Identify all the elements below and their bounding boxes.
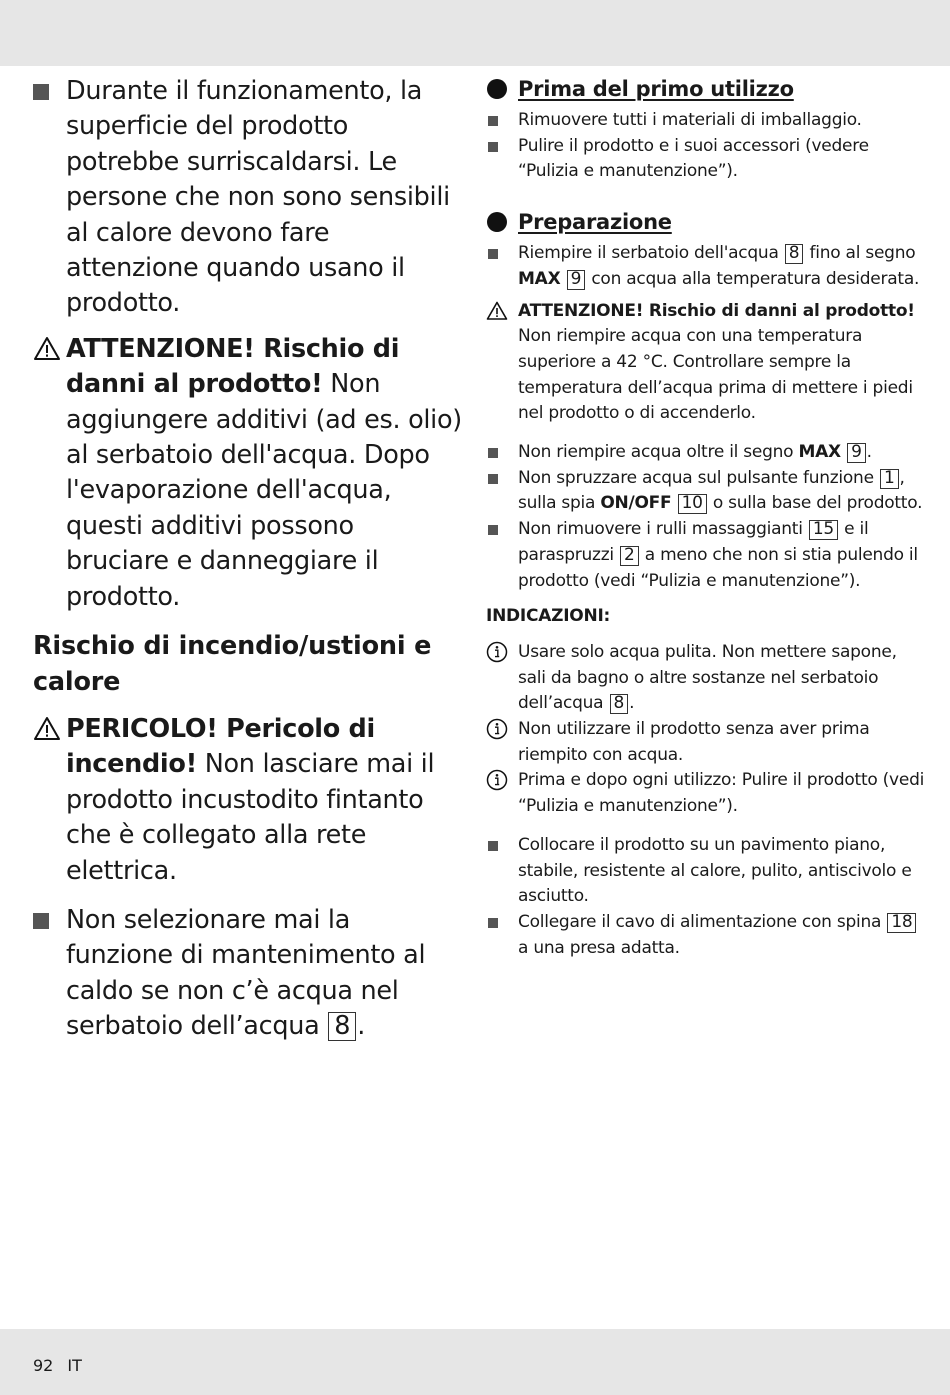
warning-triangle-icon xyxy=(486,301,508,321)
warning-title: PERICOLO! Pericolo di incendio! xyxy=(66,713,375,780)
section-preparation xyxy=(486,207,926,237)
section-dot-icon xyxy=(487,212,507,232)
section-dot-icon xyxy=(487,79,507,99)
bullet-text: Non selezionare mai la funzione di mantenimento al caldo se non c’è acqua nel serbatoio dell’acqua xyxy=(66,904,426,1042)
page-footer xyxy=(33,1356,96,1375)
section-title: Prima del primo utilizzo xyxy=(518,77,794,101)
bullet-keep-warm: Non selezionare mai la funzione di mantenimento al caldo se non c’è acqua nel serbatoio dell’acqua 8 . xyxy=(33,903,463,1045)
warning-triangle-icon xyxy=(33,716,61,742)
square-bullet-icon xyxy=(488,142,498,152)
ref-box: 15 xyxy=(809,520,838,540)
square-bullet-icon xyxy=(33,913,49,929)
ref-box: 18 xyxy=(887,913,916,933)
section-heading-fire: Rischio di incendio/ustioni e calore xyxy=(33,631,432,697)
header-bar xyxy=(0,0,950,66)
warning-title: ATTENZIONE! Rischio di danni al prodotto! xyxy=(66,333,400,400)
ref-box-8: 8 xyxy=(328,1012,356,1041)
list-item: Non rimuovere i rulli massaggianti 15 e il paraspruzzi 2 a meno che non si stia pulendo il prodotto (vedi “Pulizia e manutenzione”). xyxy=(486,517,926,594)
language-code: IT xyxy=(67,1356,82,1375)
ref-box: 9 xyxy=(847,443,866,463)
footer-bar xyxy=(0,1329,950,1395)
warning-text: Non aggiungere additivi (ad es. olio) al serbatoio dell'acqua. Dopo l'evaporazione dell'acqua, questi additivi possono bruciare e danneggiare il prodotto. xyxy=(66,369,462,612)
square-bullet-icon xyxy=(33,84,49,100)
ref-box: 8 xyxy=(610,694,629,714)
ref-box: 9 xyxy=(567,270,586,290)
square-bullet-icon xyxy=(488,116,498,126)
square-bullet-icon xyxy=(488,841,498,851)
ref-box: 2 xyxy=(620,546,639,566)
warning-temperature xyxy=(486,299,926,428)
right-column xyxy=(486,74,926,961)
warning-triangle-icon xyxy=(33,336,61,362)
info-icon xyxy=(486,769,508,791)
note-item: Prima e dopo ogni utilizzo: Pulire il prodotto (vedi “Pulizia e manutenzione”). xyxy=(486,768,926,819)
list-item: Rimuovere tutti i materiali di imballaggio. xyxy=(486,108,926,134)
square-bullet-icon xyxy=(488,474,498,484)
list-item: Pulire il prodotto e i suoi accessori (vedere “Pulizia e manutenzione”). xyxy=(486,134,926,185)
square-bullet-icon xyxy=(488,249,498,259)
ref-box: 1 xyxy=(880,469,899,489)
page-number: 92 xyxy=(33,1356,54,1375)
ref-box: 10 xyxy=(678,494,707,514)
note-item: Usare solo acqua pulita. Non mettere sapone, sali da bagno o altre sostanze nel serbatoio dell’acqua 8 . xyxy=(486,640,926,717)
ref-box: 8 xyxy=(785,244,804,264)
bullet-text: Durante il funzionamento, la superficie del prodotto potrebbe surriscaldarsi. Le persone che non sono sensibili al calore devono fare attenzione quando usano il prodotto. xyxy=(66,76,450,319)
notes-label: INDICAZIONI: xyxy=(486,606,611,627)
warning-text: Non riempire acqua con una temperatura superiore a 42 °C. Controllare sempre la temperatura dell’acqua prima di mettere i piedi nel prodotto o di accenderlo. xyxy=(518,326,913,424)
square-bullet-icon xyxy=(488,918,498,928)
note-item: Non utilizzare il prodotto senza aver prima riempito con acqua. xyxy=(486,717,926,768)
info-icon xyxy=(486,641,508,663)
warning-title: ATTENZIONE! Rischio di danni al prodotto! xyxy=(518,300,915,321)
warning-fire xyxy=(33,712,463,889)
left-column xyxy=(33,74,463,1055)
list-item: Collegare il cavo di alimentazione con spina 18 a una presa adatta. xyxy=(486,910,926,961)
bullet-surface-heat xyxy=(33,74,463,322)
list-item: Riempire il serbatoio dell'acqua 8 fino al segno MAX 9 con acqua alla temperatura desiderata. xyxy=(486,241,926,292)
list-item: Collocare il prodotto su un pavimento piano, stabile, resistente al calore, pulito, antiscivolo e asciutto. xyxy=(486,833,926,910)
section-title: Preparazione xyxy=(518,210,672,235)
list-item: Non spruzzare acqua sul pulsante funzione 1 , sulla spia ON/OFF 10 o sulla base del prodotto. xyxy=(486,466,926,517)
list-item: Non riempire acqua oltre il segno MAX 9 . xyxy=(486,440,926,466)
section-first-use xyxy=(486,74,926,104)
info-icon xyxy=(486,718,508,740)
warning-text: Non lasciare mai il prodotto incustodito fintanto che è collegato alla rete elettrica. xyxy=(66,749,435,886)
warning-product-damage xyxy=(33,332,463,615)
square-bullet-icon xyxy=(488,448,498,458)
square-bullet-icon xyxy=(488,525,498,535)
